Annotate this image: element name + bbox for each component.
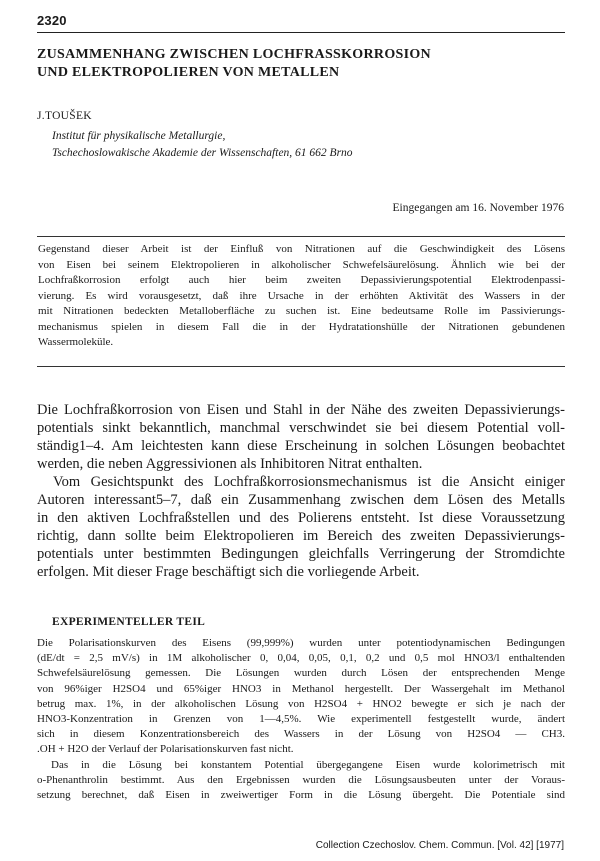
intro-line: richtig, dann sollte beim Elektropolieren im Bereich des zweiten Depassivierungs- <box>37 528 565 544</box>
affiliation <box>52 128 353 161</box>
body-line: betrug max. 1%, in der alkoholischen Lösung von H2SO4 + HNO2 bewegte er sich je nach der <box>37 697 565 710</box>
body-line: o-Phenanthrolin bestimmt. Aus den Ergebnissen wurden die Lösungsausbeuten unter der Voraus- <box>37 773 565 786</box>
received-date: Eingegangen am 16. November 1976 <box>392 202 564 214</box>
body-line: (dE/dt = 2,5 mV/s) in 1M alkoholischer 0, 0,04, 0,05, 0,1, 0,2 und 0,5 mol HNO3/l enthaltenden <box>37 652 565 665</box>
body-line: .OH + H2O der Verlauf der Polarisationskurven fast nicht. <box>37 743 294 756</box>
abstract-line: mechanismus spielen in diesem Fall die in der Hydratationshülle der Nitrationen gebundenen <box>38 320 565 333</box>
title-line: ZUSAMMENHANG ZWISCHEN LOCHFRASSKORROSION <box>37 47 431 62</box>
intro-line: Die Lochfraßkorrosion von Eisen und Stahl in der Nähe des zweiten Depassivierungs- <box>37 402 565 418</box>
intro-line: in den aktiven Lochfraßstellen und des Polierens entsteht. Ist diese Voraussetzung <box>37 510 565 526</box>
abstract <box>37 236 565 367</box>
intro-line: potentials sinkt bekanntlich, manchmal verschwindet sie bei diesem Potential voll- <box>37 420 565 436</box>
section-heading: EXPERIMENTELLER TEIL <box>52 616 206 628</box>
abstract-line: vierung. Es wird vorausgesetzt, daß ihre Ursache in der erhöhten Aktivität des Wassers in der <box>38 289 565 302</box>
body-line: HNO3-Konzentration in Grenzen von 1—4,5%. Wie experimentell festgestellt wurde, ändert <box>37 713 565 726</box>
body-line: sich in diesem Konzentrationsbereich des Wassers in der Lösung von H2SO4 — CH3. <box>37 728 565 741</box>
abstract-line: von Eisen bei seinem Elektropolieren in alkoholischer Schwefelsäurelösung. Ähnlich wie bei der <box>38 258 565 271</box>
header-rule <box>37 32 565 33</box>
intro-line: Autoren interessant5–7, daß ein Zusammenhang zwischen dem Lösen des Metalls <box>37 492 565 508</box>
body-line: von 96%iger H2SO4 und 65%iger HNO3 in Methanol hergestellt. Der Wassergehalt im Methanol <box>37 682 565 695</box>
abstract-line: mit Nitrationen bedeckten Metalloberfläche zu suchen ist. Eine bedeutsame Rolle im Passivierungs- <box>38 305 565 317</box>
body-line: Das in die Lösung bei konstantem Potential übergegangene Eisen wurde kolorimetrisch mit <box>51 758 565 771</box>
body-line: Die Polarisationskurven des Eisens (99,999%) wurden unter potentiodynamischen Bedingungen <box>37 637 565 649</box>
journal-footer: Collection Czechoslov. Chem. Commun. [Vol. 42] [1977] <box>315 840 564 851</box>
intro-line: werden, die neben Aggressivionen als Inhibitoren Nitrat enthalten. <box>37 456 423 472</box>
abstract-line: Wassermoleküle. <box>38 336 114 348</box>
affiliation-line: Tschechoslowakische Akademie der Wissenschaften, 61 662 Brno <box>52 146 353 159</box>
experimental-text <box>37 636 565 803</box>
abstract-line: Lochfraßkorrosion erfolgt auch hier beim zweiten Depassivierungspotential Elektrodenpassi- <box>38 274 565 286</box>
intro-line: ständig1–4. Am leichtesten kann diese Erscheinung in solchen Lösungen beobachtet <box>37 438 565 454</box>
affiliation-line: Institut für physikalische Metallurgie, <box>52 130 226 142</box>
intro-line: potentials unter bestimmten Bedingungen gleichfalls Verringerung der Stromdichte <box>37 546 565 562</box>
intro-line: Vom Gesichtspunkt des Lochfraßkorrosionsmechanismus ist die Ansicht einiger <box>53 474 565 490</box>
author: J.TOUŠEK <box>37 110 92 122</box>
body-line: setzung berechnet, daß Eisen in zweiwertiger Form in die Lösung übergeht. Die Potentiale sind <box>37 789 565 802</box>
page-number: 2320 <box>37 13 67 28</box>
article-title <box>37 46 565 81</box>
abstract-line: Gegenstand dieser Arbeit ist der Einfluß von Nitrationen auf die Geschwindigkeit des Lösens <box>38 243 565 255</box>
title-line: UND ELEKTROPOLIEREN VON METALLEN <box>37 64 340 80</box>
body-line: Schwefelsäurelösung gemessen. Die Lösungen wurden durch Lösen der entsprechenden Menge <box>37 667 565 680</box>
intro-line: erfolgen. Mit dieser Frage beschäftigt sich die vorliegende Arbeit. <box>37 564 420 580</box>
introduction <box>37 401 565 581</box>
